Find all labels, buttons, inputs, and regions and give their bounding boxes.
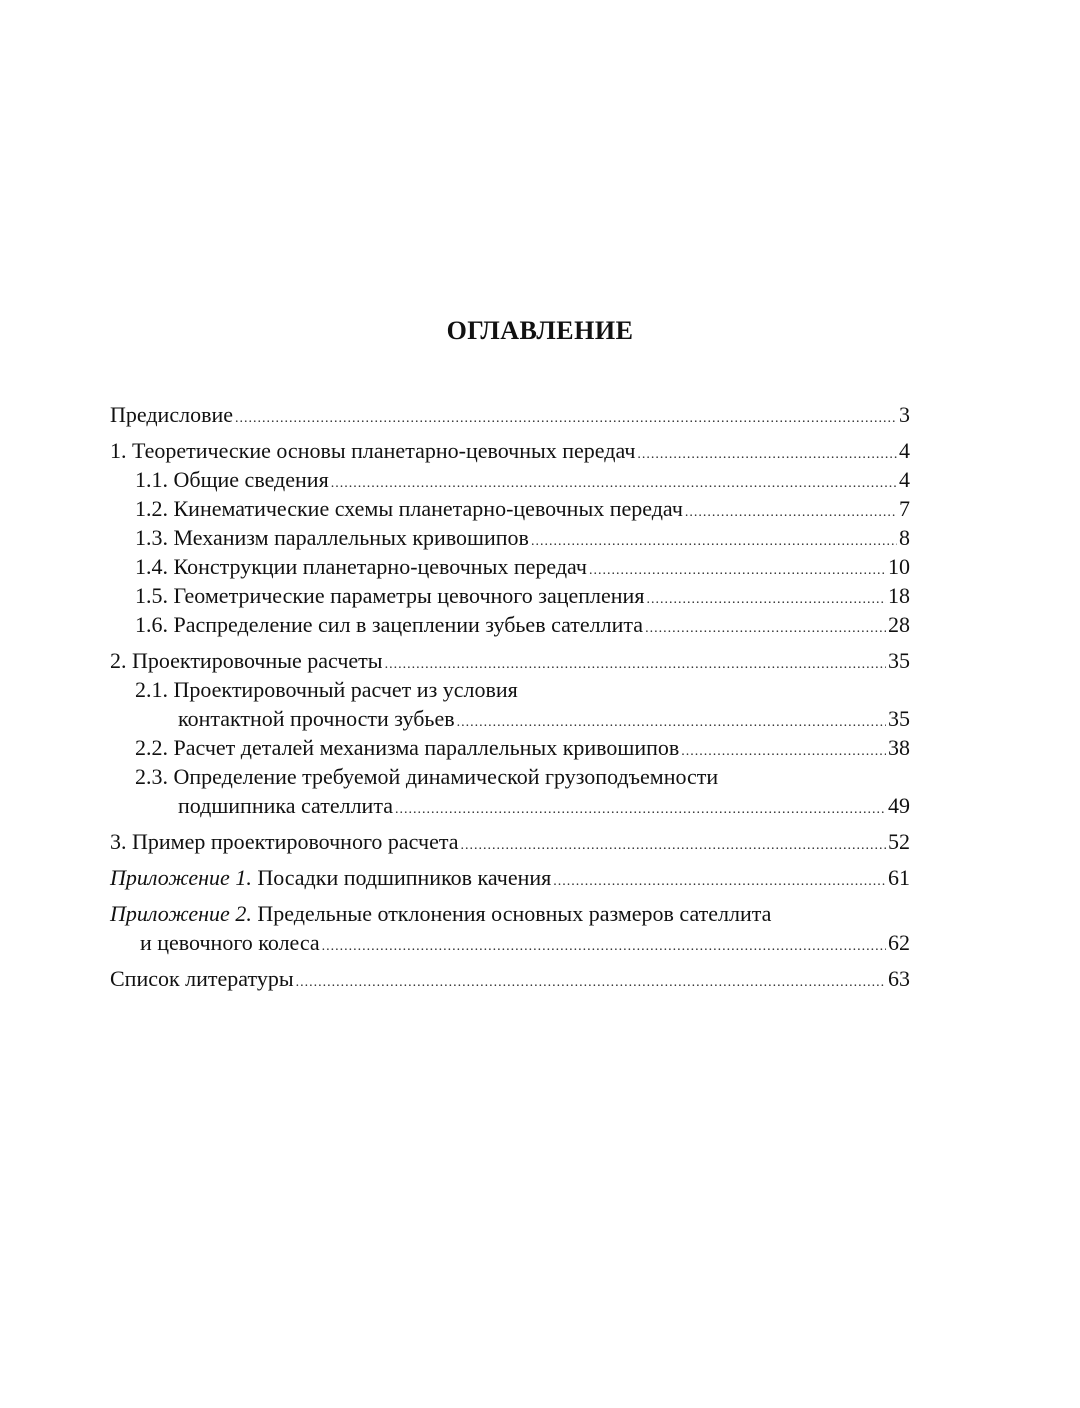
toc-page-number: 35 (888, 648, 910, 673)
toc-entry-label: 1.4. Конструкции планетарно-цевочных передач (135, 554, 587, 579)
toc-entry-label: Посадки подшипников качения (251, 865, 552, 890)
toc-entry-label: 1.2. Кинематические схемы планетарно-цевочных передач (135, 496, 683, 521)
toc-entry-label: 1. Теоретические основы планетарно-цевочных передач (110, 438, 636, 463)
toc-entry-preface[interactable] (110, 400, 910, 429)
toc-entry-label: Список литературы (110, 966, 294, 991)
dot-leader (553, 867, 886, 896)
toc-entry-label: 1.5. Геометрические параметры цевочного зацепления (135, 583, 645, 608)
toc-entry-section-2-2[interactable] (110, 733, 910, 762)
toc-page-number: 7 (899, 496, 910, 521)
dot-leader (637, 440, 897, 469)
toc-entry-label: Предисловие (110, 402, 233, 427)
toc-page-number: 35 (888, 706, 910, 731)
dot-leader (645, 614, 886, 643)
toc-entry-section-1-4[interactable] (110, 552, 910, 581)
toc-page-number: 52 (888, 829, 910, 854)
dot-leader (322, 932, 886, 961)
toc-entry-appendix-2-line1[interactable] (110, 899, 910, 928)
toc-page-number: 62 (888, 930, 910, 955)
toc-page-number: 10 (888, 554, 910, 579)
toc-page-number: 63 (888, 966, 910, 991)
toc-entry-references[interactable] (110, 964, 910, 993)
toc-entry-label-wrap (110, 863, 551, 892)
dot-leader (235, 404, 897, 433)
toc-entry-label: 2.1. Проектировочный расчет из условия (135, 677, 518, 702)
toc-page-number: 49 (888, 793, 910, 818)
toc-entry-chapter-2[interactable] (110, 646, 910, 675)
toc-entry-label: контактной прочности зубьев (178, 706, 455, 731)
toc-entry-label: 3. Пример проектировочного расчета (110, 829, 459, 854)
toc-entry-label: подшипника сателлита (178, 793, 393, 818)
toc-entry-label: и цевочного колеса (140, 930, 320, 955)
toc-entry-chapter-3[interactable] (110, 827, 910, 856)
toc-page-number: 28 (888, 612, 910, 637)
toc-entry-chapter-1[interactable] (110, 436, 910, 465)
toc-entry-label: 1.1. Общие сведения (135, 467, 329, 492)
table-of-contents (110, 400, 910, 993)
toc-entry-section-2-3-line1[interactable] (110, 762, 910, 791)
toc-page-number: 4 (899, 438, 910, 463)
toc-page-number: 61 (888, 865, 910, 890)
toc-page-number: 3 (899, 402, 910, 427)
toc-entry-label: 1.3. Механизм параллельных кривошипов (135, 525, 529, 550)
appendix-prefix: Приложение 2. (110, 901, 252, 926)
dot-leader (646, 585, 886, 614)
toc-entry-section-2-3-line2[interactable] (110, 791, 910, 820)
dot-leader (296, 968, 886, 997)
toc-entry-section-1-3[interactable] (110, 523, 910, 552)
toc-page-number: 8 (899, 525, 910, 550)
toc-entry-section-1-1[interactable] (110, 465, 910, 494)
toc-entry-label: 2. Проектировочные расчеты (110, 648, 383, 673)
toc-entry-section-2-1-line1[interactable] (110, 675, 910, 704)
appendix-prefix: Приложение 1. (110, 865, 252, 890)
dot-leader (395, 795, 886, 824)
toc-entry-section-1-6[interactable] (110, 610, 910, 639)
toc-entry-appendix-2-line2[interactable] (110, 928, 910, 957)
toc-entry-label: 1.6. Распределение сил в зацеплении зубьев сателлита (135, 612, 644, 637)
toc-page-number: 4 (899, 467, 910, 492)
dot-leader (461, 831, 887, 860)
toc-entry-section-1-2[interactable] (110, 494, 910, 523)
toc-entry-section-2-1-line2[interactable] (110, 704, 910, 733)
toc-entry-appendix-1[interactable] (110, 863, 910, 892)
page-title: ОГЛАВЛЕНИЕ (446, 316, 634, 345)
dot-leader (685, 498, 897, 527)
toc-entry-section-1-5[interactable] (110, 581, 910, 610)
toc-entry-label: Предельные отклонения основных размеров сателлита (251, 901, 772, 926)
toc-page-number: 18 (888, 583, 910, 608)
toc-page-number: 38 (888, 735, 910, 760)
toc-entry-label: 2.2. Расчет деталей механизма параллельных кривошипов (135, 735, 680, 760)
toc-entry-label: 2.3. Определение требуемой динамической грузоподъемности (135, 764, 719, 789)
